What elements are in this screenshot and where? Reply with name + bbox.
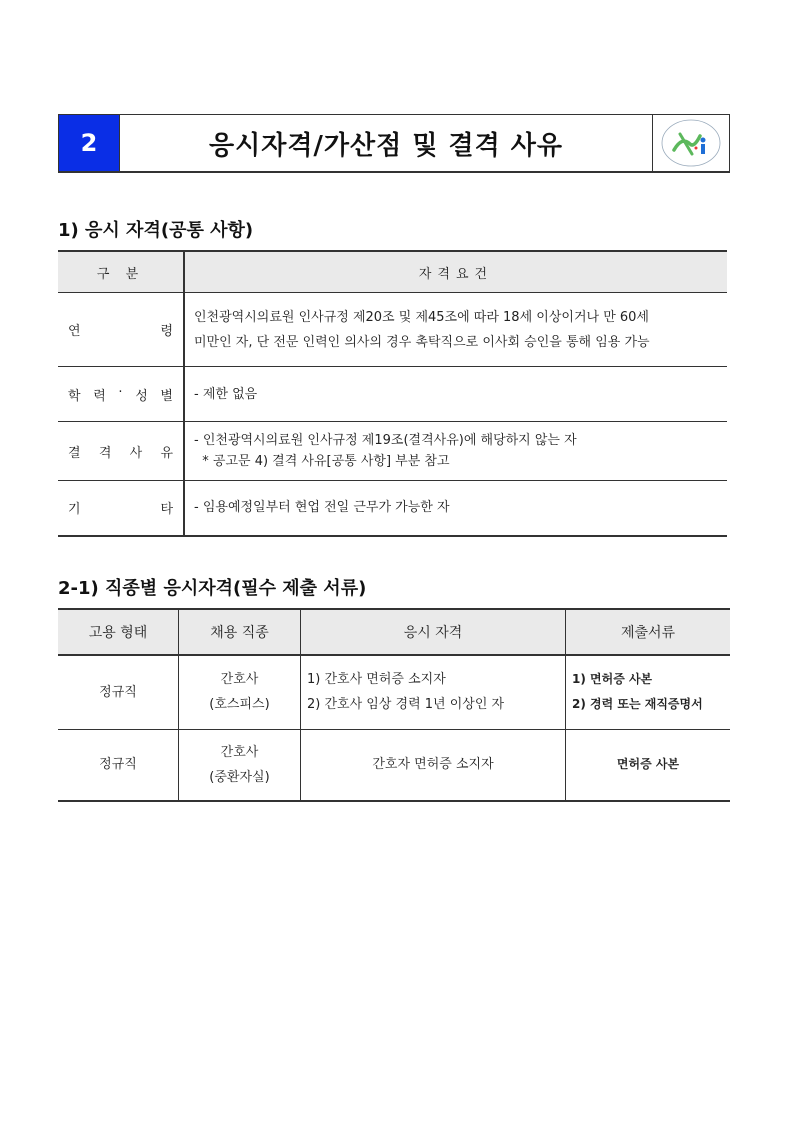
employment-type: 정규직 (58, 729, 179, 801)
common-qualification-table (58, 250, 727, 537)
row-label: 연 령 (68, 324, 173, 339)
table-row (58, 422, 727, 481)
section-header (58, 114, 730, 173)
column-header: 자격요건 (184, 251, 727, 293)
row-label: 결 격 사 유 (68, 445, 173, 461)
job-qualification-table (58, 608, 730, 802)
logo (653, 115, 729, 171)
qualification: 간호자 면허증 소지자 (301, 729, 566, 801)
hospital-logo-icon (660, 118, 722, 168)
column-header: 제출서류 (566, 609, 731, 655)
required-documents: 1) 면허증 사본 2) 경력 또는 재직증명서 (566, 655, 731, 729)
column-header: 고용 형태 (58, 609, 179, 655)
row-content: - 인천광역시의료원 인사규정 제19조(결격사유)에 해당하지 않는 자 * 공고문 4) 결격 사유[공통 사항] 부분 참고 (184, 422, 727, 481)
page-title: 응시자격/가산점 및 결격 사유 (120, 115, 653, 171)
column-header: 구 분 (58, 251, 184, 293)
table-row (58, 729, 730, 801)
required-documents: 면허증 사본 (616, 757, 680, 772)
table-row (58, 481, 727, 536)
row-content: - 임용예정일부터 현업 전일 근무가 가능한 자 (194, 500, 450, 516)
employment-type: 정규직 (58, 655, 179, 729)
row-content: - 제한 없음 (184, 367, 727, 422)
section-number: 2 (59, 115, 120, 171)
table-row (58, 655, 730, 729)
column-header: 응시 자격 (301, 609, 566, 655)
row-label: 학 력 · 성 별 (68, 384, 173, 404)
column-header: 채용 직종 (179, 609, 301, 655)
section1-title: 1) 응시 자격(공통 사항) (58, 220, 254, 241)
section2-title: 2-1) 직종별 응시자격(필수 제출 서류) (58, 578, 367, 599)
job-type: 간호사 (호스피스) (179, 655, 301, 729)
table-row (58, 293, 727, 367)
job-type: 간호사 (중환자실) (179, 729, 301, 801)
row-content: 인천광역시의료원 인사규정 제20조 및 제45조에 따라 18세 이상이거나 만 60세 미만인 자, 단 전문 인력인 의사의 경우 촉탁직으로 이사회 승인을 통해 임용 가능 (184, 293, 727, 367)
row-label: 기 타 (68, 502, 173, 518)
qualification: 1) 간호사 면허증 소지자 2) 간호사 임상 경력 1년 이상인 자 (301, 655, 566, 729)
table-row (58, 367, 727, 422)
